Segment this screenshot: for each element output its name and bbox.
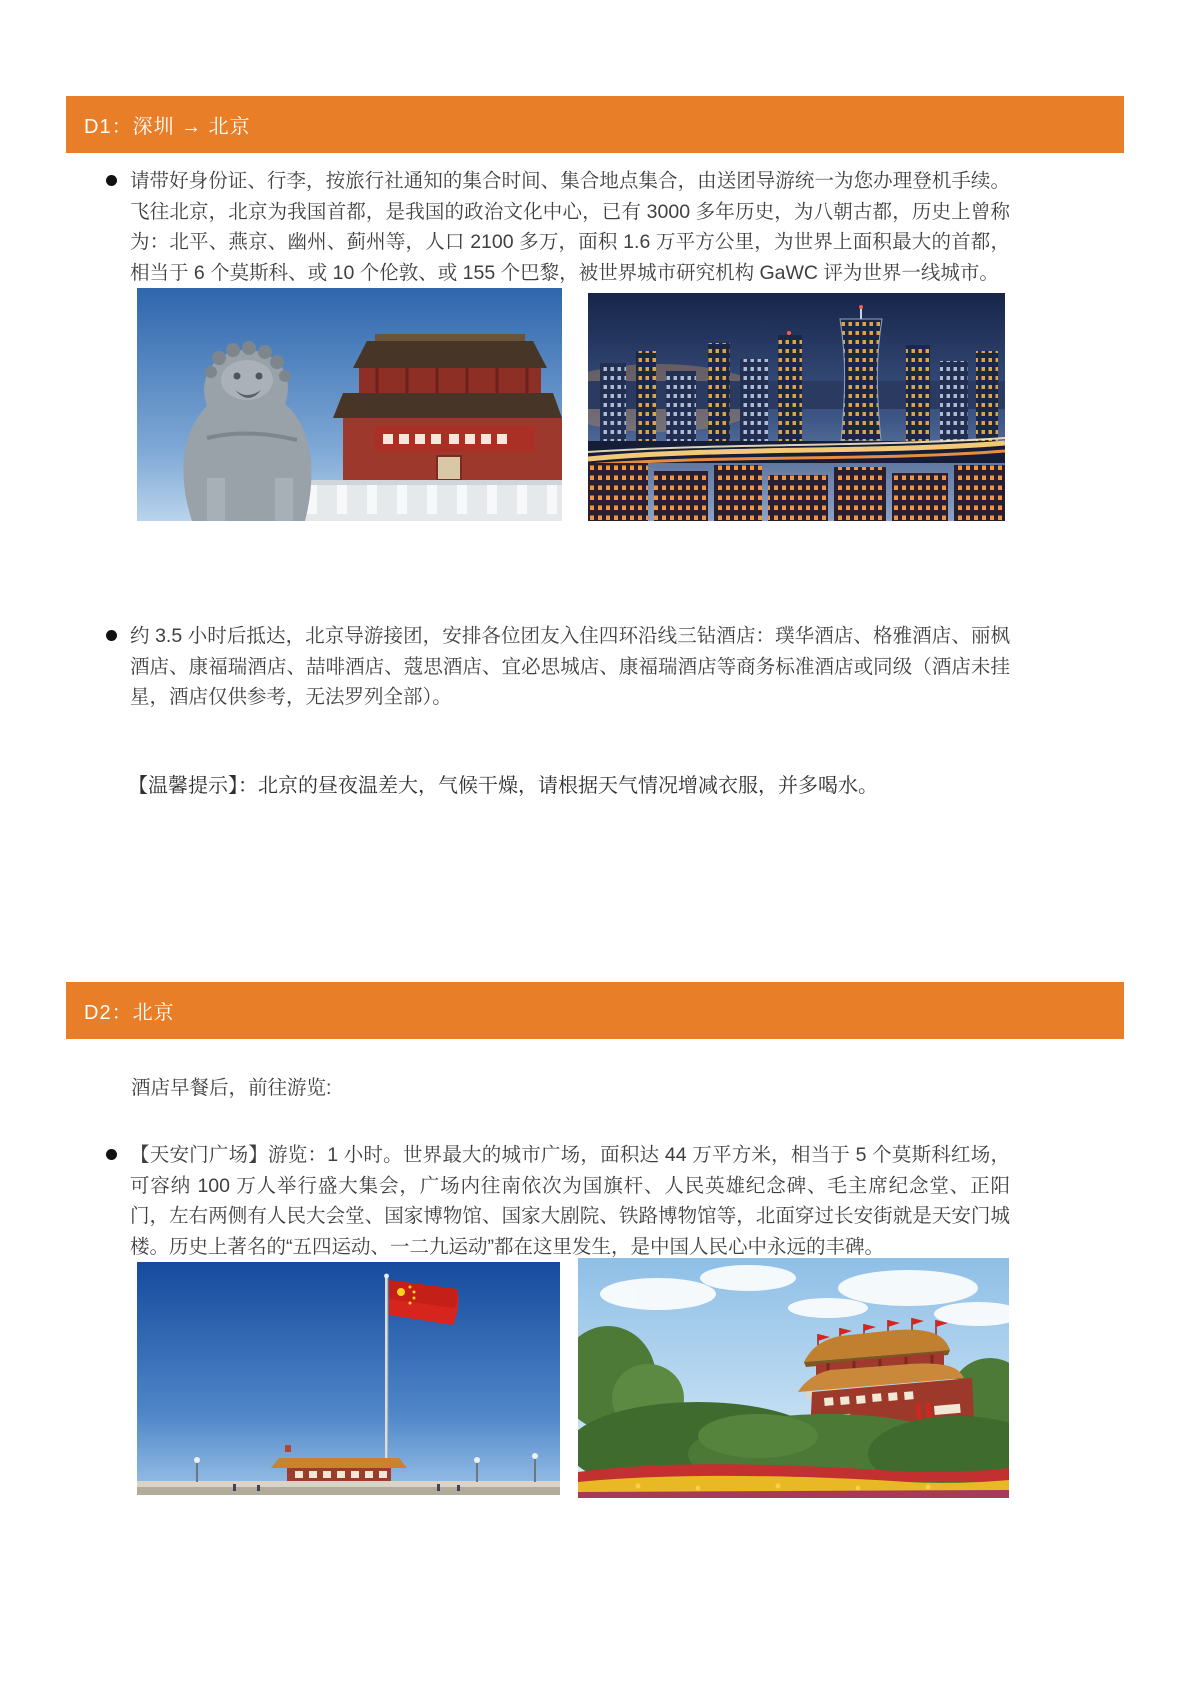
tiananmen-flowers-illustration (578, 1258, 1009, 1498)
day2-bullet-1-text: 【天安门广场】游览：1 小时。世界最大的城市广场，面积达 44 万平方米，相当于 5 个莫斯科红场，可容纳 100 万人举行盛大集会，广场内往南依次为国旗杆、人民英雄纪念碑、毛主席纪念堂、正阳门，左右两侧有人民大会堂、国家博物馆、国家大剧院、铁路博物馆等，北面穿过长安街就是天安门城楼。历史上著名的“五四运动、一二九运动”都在这里发生，是中国人民心中永远的丰碑。 (130, 1144, 1010, 1258)
day1-tip-note: 【温馨提示】：北京的昼夜温差大，气候干燥，请根据天气情况增减衣服，并多喝水。 (128, 773, 878, 797)
flagpole-illustration (137, 1262, 560, 1495)
day1-bullet-1 (106, 166, 1010, 288)
beijing-night-skyline-illustration (588, 293, 1005, 521)
day2-header-title: D2：北京 (84, 1002, 175, 1024)
day1-header-bar (66, 96, 1124, 153)
day2-intro-text: 酒店早餐后，前往游览: (131, 1077, 332, 1099)
bullet-dot-icon (106, 175, 117, 186)
day1-bullet-2-text: 约 3.5 小时后抵达，北京导游接团，安排各位团友入住四环沿线三钻酒店：璞华酒店、格雅酒店、丽枫酒店、康福瑞酒店、喆啡酒店、蔻思酒店、宜必思城店、康福瑞酒店等商务标准酒店或同级（酒店未挂星，酒店仅供参考，无法罗列全部）。 (130, 625, 1010, 708)
day1-bullet-2 (106, 621, 1010, 713)
tiananmen-gate-flowerbeds-photo (578, 1258, 1009, 1498)
day2-bullet-1 (106, 1140, 1010, 1262)
tiananmen-square-flagpole-photo (137, 1262, 560, 1495)
day1-header-title: D1：深圳 → 北京 (84, 116, 251, 138)
bullet-dot-icon (106, 630, 117, 641)
beijing-cbd-night-skyline-photo (588, 293, 1005, 521)
tiananmen-gate-stone-lion-photo (137, 288, 562, 521)
tiananmen-gate-stone-lion-illustration (137, 288, 562, 521)
day1-bullet-1-text: 请带好身份证、行李，按旅行社通知的集合时间、集合地点集合，由送团导游统一为您办理登机手续。飞往北京，北京为我国首都，是我国的政治文化中心，已有 3000 多年历史，为八朝古都，历史上曾称为：北平、燕京、幽州、蓟州等，人口 2100 多万，面积 1.6 万平方公里，为世界上面积最大的首都，相当于 6 个莫斯科、或 10 个伦敦、或 155 个巴黎，被世界城市研究机构 GaWC 评为世界一线城市。 (130, 170, 1010, 284)
day2-header-bar (66, 982, 1124, 1039)
bullet-dot-icon (106, 1149, 117, 1160)
